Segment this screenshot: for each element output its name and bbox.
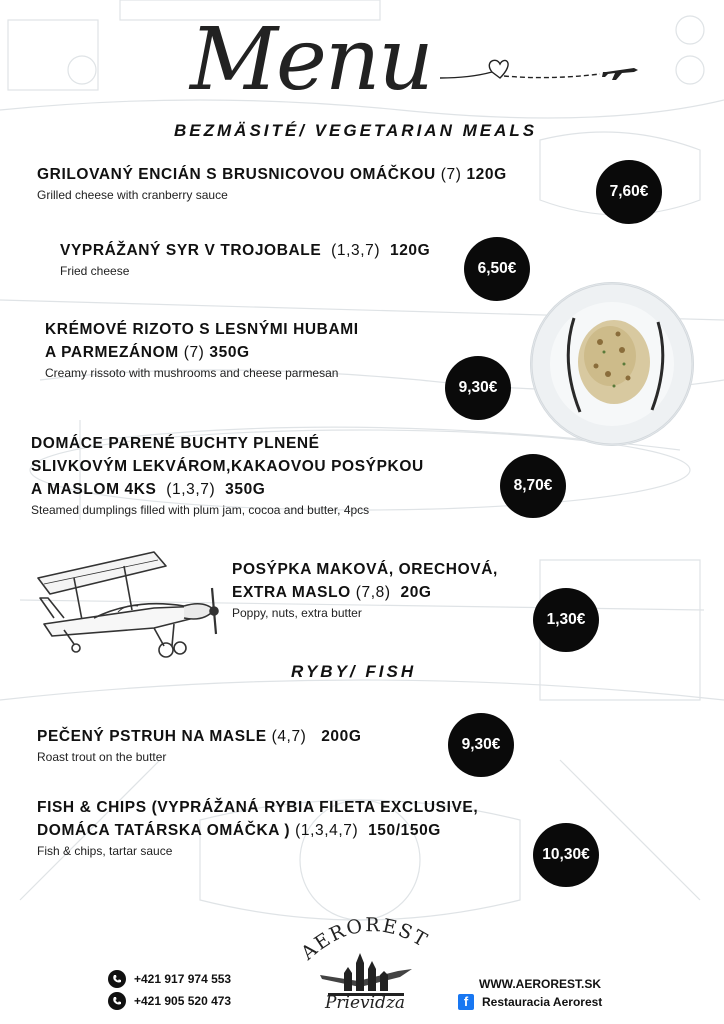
menu-item [37,163,597,202]
dish-title: VYPRÁŽANÝ SYR V TROJOBALE (1,3,7) 120G [60,242,431,259]
menu-item [37,725,457,764]
dish-description: Fish & chips, tartar sauce [37,844,173,858]
dish-title: POSÝPKA MAKOVÁ, ORECHOVÁ, EXTRA MASLO (7,8) 20G [232,561,498,601]
website-link[interactable]: WWW.AEROREST.SK [479,977,601,991]
phone-icon [108,970,126,988]
menu-title: Menu [190,10,432,110]
facebook-link[interactable]: f Restauracia Aerorest [458,994,602,1010]
dish-title: DOMÁCE PARENÉ BUCHTY PLNENÉ SLIVKOVÝM LEKVÁROM,KAKAOVOU POSÝPKOU A MASLOM 4KS (1,3,7) 350G [31,435,424,498]
dish-description: Creamy rissoto with mushrooms and cheese parmesan [45,366,339,380]
dish-title: FISH & CHIPS (VYPRÁŽANÁ RYBIA FILETA EXCLUSIVE, DOMÁCA TATÁRSKA OMÁČKA ) (1,3,4,7) 150/150G [37,799,479,839]
menu-item [37,796,537,858]
biplane-illustration [34,548,224,660]
plane-icon [602,68,638,80]
price-badge: 8,70€ [500,454,566,518]
dish-description: Grilled cheese with cranberry sauce [37,188,228,202]
dish-title: PEČENÝ PSTRUH NA MASLE (4,7) 200G [37,728,362,745]
price-badge: 6,50€ [464,237,530,301]
heart-icon [489,60,508,78]
price-badge: 9,30€ [448,713,514,777]
section-heading-vegetarian: BEZMÄSITÉ/ VEGETARIAN MEALS [174,121,538,140]
castle-plane-icon [318,941,414,997]
aerorest-logo [290,905,440,1017]
menu-item [45,318,465,380]
menu-item [232,558,532,620]
section-heading-fish: RYBY/ FISH [291,662,417,681]
price-badge: 10,30€ [533,823,599,887]
price-badge: 1,30€ [533,588,599,652]
menu-item [60,239,480,278]
menu-item [31,432,501,517]
price-badge: 9,30€ [445,356,511,420]
dish-description: Roast trout on the butter [37,750,167,764]
phone-icon [108,992,126,1010]
dish-description: Poppy, nuts, extra butter [232,606,362,620]
heart-plane-flourish [440,50,640,90]
dish-description: Fried cheese [60,264,130,278]
dish-description: Steamed dumplings filled with plum jam, cocoa and butter, 4pcs [31,503,370,517]
logo-name: AEROREST [297,914,433,965]
logo-city: Prievidza [324,993,406,1013]
price-badge: 7,60€ [596,160,662,224]
phone-number-1[interactable]: +421 917 974 553 [108,970,231,988]
risotto-photo [530,282,694,446]
phone-number-2[interactable]: +421 905 520 473 [108,992,231,1010]
dish-title: KRÉMOVÉ RIZOTO S LESNÝMI HUBAMI A PARMEZÁNOM (7) 350G [45,321,359,361]
facebook-icon: f [458,994,474,1010]
dish-title: GRILOVANÝ ENCIÁN S BRUSNICOVOU OMÁČKOU (7) 120G [37,166,507,183]
